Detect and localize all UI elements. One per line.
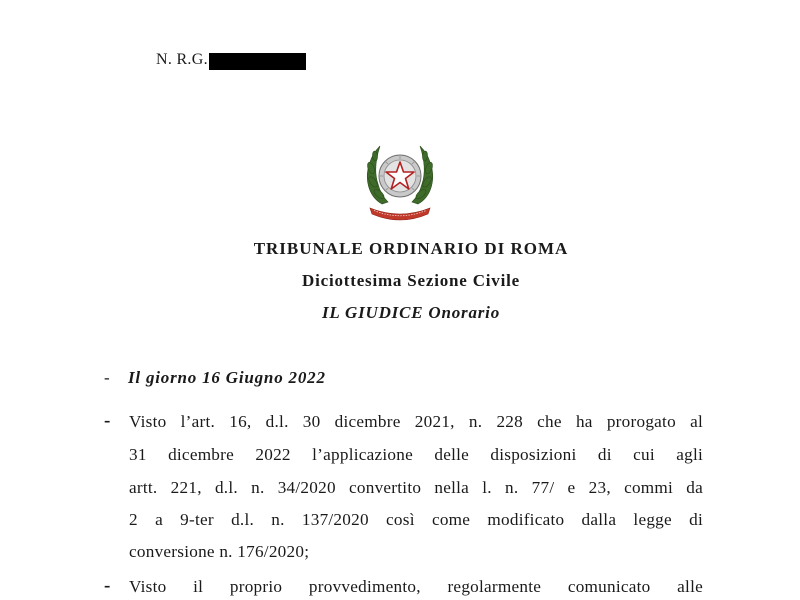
court-section: Diciottesima Sezione Civile	[302, 271, 520, 290]
court-title: TRIBUNALE ORDINARIO DI ROMA	[253, 239, 569, 258]
date-line	[104, 368, 326, 388]
paragraph-1-line: 31 dicembre 2022 l’applicazione delle disposizioni di cui agli	[129, 445, 703, 464]
paragraph-2-line: Visto il proprio provvedimento, regolarmente comunicato alle	[129, 577, 703, 596]
paragraph-1-line: Visto l’art. 16, d.l. 30 dicembre 2021, n. 228 che ha prorogato al	[129, 412, 703, 431]
case-number-redaction	[209, 53, 306, 70]
case-number-label: N. R.G.	[156, 51, 208, 68]
paragraph-1-dash: -	[104, 410, 111, 431]
date-text: Il giorno 16 Giugno 2022	[128, 368, 326, 387]
paragraph-1-line: artt. 221, d.l. n. 34/2020 convertito nella l. n. 77/ e 23, commi da	[129, 478, 703, 497]
paragraph-1-line: conversione n. 176/2020;	[129, 542, 310, 561]
judge-title: IL GIUDICE Onorario	[322, 303, 500, 322]
case-number-line	[156, 51, 306, 69]
date-dash: -	[104, 368, 110, 387]
paragraph-1-line: 2 a 9-ter d.l. n. 137/2020 così come modificato dalla legge di	[129, 510, 703, 529]
italian-republic-emblem-icon	[362, 138, 438, 222]
paragraph-2-dash: -	[104, 575, 111, 596]
